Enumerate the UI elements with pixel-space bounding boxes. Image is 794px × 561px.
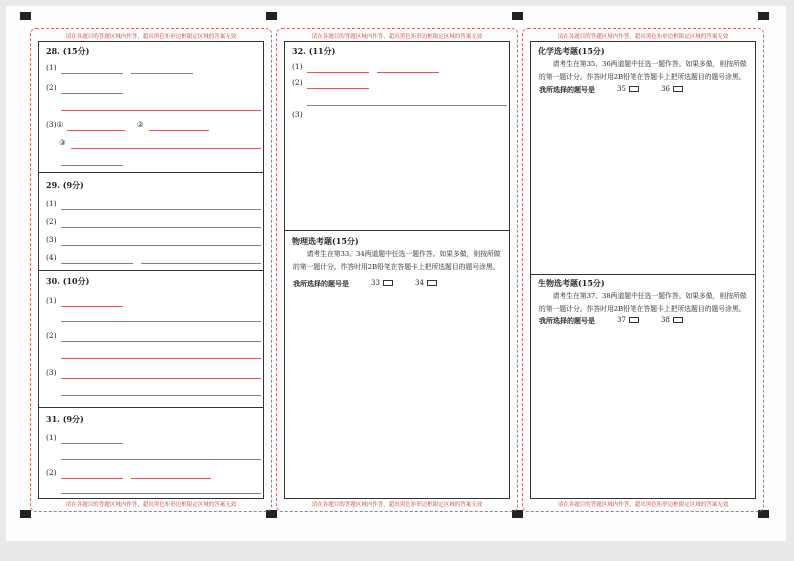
part-label: (1) [292,62,303,71]
part-label: (2) [46,217,57,226]
bubble[interactable] [629,86,639,92]
answer-line[interactable] [71,148,261,149]
answer-line[interactable] [307,105,507,106]
answer-sheet [6,6,786,541]
answer-line[interactable] [307,72,369,73]
bubble[interactable] [383,280,393,286]
column-right [522,28,764,512]
chosen-label: 我所选择的题号是 [293,279,349,288]
answer-box [530,41,756,499]
answer-line[interactable] [141,263,261,264]
alignment-mark [20,510,31,518]
answer-line[interactable] [377,72,439,73]
answer-line[interactable] [61,459,261,460]
notice-bottom: 请在各题目的答题区域内作答，超出黑色矩形边框限定区域的答案无效 [65,502,237,508]
question-28 [39,42,263,173]
alignment-mark [20,12,31,20]
answer-line[interactable] [61,93,123,94]
answer-line[interactable] [61,378,261,379]
part-label: (2) [46,83,57,92]
answer-line[interactable] [307,88,369,89]
option-38[interactable]: 38 [661,316,683,324]
bubble[interactable] [427,280,437,286]
answer-line[interactable] [61,227,261,228]
chosen-label: 我所选择的题号是 [539,85,595,94]
question-32 [285,42,509,231]
option-35[interactable]: 35 [617,85,639,93]
answer-line[interactable] [61,110,261,111]
answer-line[interactable] [61,209,261,210]
answer-line[interactable] [61,73,123,74]
notice-bottom: 请在各题目的答题区域内作答，超出黑色矩形边框限定区域的答案无效 [311,502,483,508]
chemistry-elective [531,42,755,275]
question-title: 29. (9分) [46,180,84,190]
answer-line[interactable] [61,165,123,166]
part-label: (3) [292,110,303,119]
answer-line[interactable] [131,478,211,479]
notice-top: 请在各题目的答题区域内作答，超出黑色矩形边框限定区域的答案无效 [557,34,729,40]
bubble[interactable] [673,86,683,92]
answer-box [38,41,264,499]
part-label: (1) [46,296,57,305]
answer-line[interactable] [61,341,261,342]
answer-line[interactable] [67,130,125,131]
part-label: (3)① [46,120,64,129]
question-title: 32. (11分) [292,46,336,56]
answer-line[interactable] [61,443,123,444]
answer-box [284,41,510,499]
part-label: (2) [46,468,57,477]
section-title: 化学选考题(15分) [538,46,605,56]
answer-line[interactable] [61,478,123,479]
alignment-mark [266,12,277,20]
answer-line[interactable] [131,73,193,74]
answer-line[interactable] [149,130,209,131]
biology-elective [531,274,755,498]
instruction-text: 请考生在第33、34两道题中任选一题作答。如果多做，则按所做的第一题计分。作答时用2B铅笔在答题卡上把所选题目的题号涂黑。 [293,250,501,271]
part-label: (1) [46,433,57,442]
column-middle [276,28,518,512]
answer-line[interactable] [61,493,261,494]
part-label: (3) [46,235,57,244]
notice-bottom: 请在各题目的答题区域内作答，超出黑色矩形边框限定区域的答案无效 [557,502,729,508]
question-31 [39,407,263,498]
part-label: (3) [46,368,57,377]
question-title: 30. (10分) [46,276,90,286]
part-label: ③ [59,138,66,147]
instruction-text: 请考生在第37、38两道题中任选一题作答。如果多做，则按所做的第一题计分。作答时用2B铅笔在答题卡上把所选题目的题号涂黑。 [539,292,747,313]
question-30 [39,270,263,408]
answer-line[interactable] [61,263,133,264]
section-title: 生物选考题(15分) [538,278,605,288]
section-title: 物理选考题(15分) [292,236,359,246]
bubble[interactable] [673,317,683,323]
answer-line[interactable] [61,358,261,359]
question-title: 31. (9分) [46,414,84,424]
notice-top: 请在各题目的答题区域内作答，超出黑色矩形边框限定区域的答案无效 [311,34,483,40]
part-label: (4) [46,253,57,262]
part-label: (1) [46,63,57,72]
instruction-text: 请考生在第35、36两道题中任选一题作答。如果多做，则按所做的第一题计分。作答时用2B铅笔在答题卡上把所选题目的题号涂黑。 [539,60,747,81]
answer-line[interactable] [61,245,261,246]
notice-top: 请在各题目的答题区域内作答，超出黑色矩形边框限定区域的答案无效 [65,34,237,40]
answer-line[interactable] [61,395,261,396]
option-34[interactable]: 34 [415,279,437,287]
option-37[interactable]: 37 [617,316,639,324]
answer-line[interactable] [61,306,123,307]
part-label: (2) [46,331,57,340]
bubble[interactable] [629,317,639,323]
part-label: ② [137,120,144,129]
part-label: (1) [46,199,57,208]
alignment-mark [512,12,523,20]
alignment-mark [758,12,769,20]
option-33[interactable]: 33 [371,279,393,287]
option-36[interactable]: 36 [661,85,683,93]
question-title: 28. (15分) [46,46,90,56]
physics-elective [285,230,509,498]
answer-line[interactable] [61,321,261,322]
column-left [30,28,272,512]
question-29 [39,172,263,271]
part-label: (2) [292,78,303,87]
chosen-label: 我所选择的题号是 [539,316,595,325]
